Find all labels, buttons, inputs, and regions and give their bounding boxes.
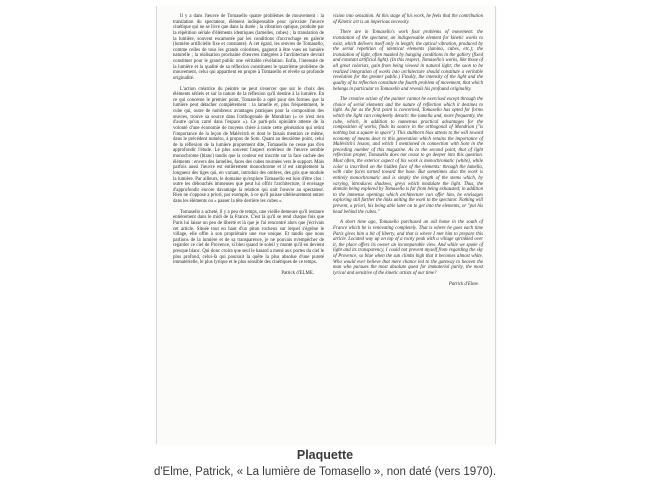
caption-title: Plaquette [296,448,354,462]
english-paragraph: vision into sensation. At this stage of his work, he feels that the contribution of Kinetic art is an imperious necessity. [333,14,483,25]
english-paragraph: A short time ago, Tomasello purchased an old home in the south of France which he is renovating completely. That is where he goes each time Paris gives him a bit of liberty, and that is where I met him to prepare this article. Located way up on top of a rocky peak with a village sprinkled over it, the place offers its owner an incomparable view. And while we spoke of light and its transparency, I could not prevent myself from regarding the sky of Provence, so blue when the sun climbs high that it becomes almost white. Who would ever believe that mere chance led to the gateway to heaven the man who pursues the most absolute quest for immaterial purity, the most lyrical and sensitive of the kinetic artists of our time? [333,220,483,276]
english-paragraph: The creative action of the painter cannot be exercised except through the choice of serial elements and the nature of reflection which it destines to light. As far as the first point is concerned, Tomasello has opted for forms which the light can completely detach: the lamella and, more frequently, the cube, which, in addition to numerous practical advantages for the composition of works, finds its source in the orthogonal of Mondrian ("is nothing but a square in space"). This stubborn bias attests to the will toward economy of means dear to this generation which retains the importance of Malévitch's lesson, and which I mentioned in connection with Soto in the preceding number of this magazine. As to the second point, that of light reflection proper, Tomasello does not cease to go deeper into this question. Most often, the exterior aspect of his work is monochromatic (white), while color is inscribed on the hidden face of the elements: through the lamella, with cube faces turned toward the base. But sometimes also the work is entirely monochromatic and is simply the length of the stems which, by varying, introduces shadows, greys which modulate the light. Thus, the domain being explored by Tomasello is far from being exhausted; in addition to the immense openings which architecture can offer him, he envisages exploring still further the links uniting the work to the spectator. Nothing will prevent, a priori, his being able later on to get into the elements, or "put his head behind the cubes." [333,97,483,215]
scanned-booklet-page [156,6,496,444]
french-text-column [173,14,324,282]
english-signature: Patrick d'Elme. [448,281,479,287]
english-paragraph: There are in Tomasello's work four problems of movement: the translation of the spectator, an indispensable element for kinetic works to exist, which delivers itself only in length; the optical vibration, produced by the serial repetition of identical elements (lamina, cubes, etc.); the translation of light, often masked by hanging conditions in the gallery (fixed and constant artificial light). (In this respect, Tomasello's works, like those of all great colorists, gain from being viewed in natural light; the soon to be realized integration of works into architecture should constitute a veritable revelation for the greater public.) Finally, the intensity of the light and the quality of its reflection constitute the fourth problem of movement, that which belongs in particular to Tomasello and reveals his profound originality. [333,30,483,92]
french-signature: Patrick d'ELME. [281,270,314,276]
french-paragraph: L'action créatrice du peintre ne peut s'exercer que sur le choix des éléments sériels et sur la nature de la réflexion qu'il destine à la lumière. En ce qui concerne le premier point, Tomasello a opté pour des formes que la lumière peut détacher complètement : la lamelle et, plus fréquemment, le cube qui, outre de nombreux avantages pratiques pour la composition des œuvres, trouve sa source dans l'orthogonale de Mondrian (« ce n'est rien d'autre qu'un carré dans l'espace »). Ce parti-pris opiniâtre atteste de la volonté d'une économie de moyens chère à toute cette génération qui retint l'importance de la leçon de Malévitch et dont le faisais mention ce même, dans le précédent numéro, à propos de Soto. Quant au deuxième point, celui de la réflexion de la lumière proprement dite, Tomasello ne cesse pas d'en approfondir l'étude. Le plus souvent l'aspect extérieur de l'œuvre semble monochrome (blanc) tandis que la couleur est inscrite sur la face cachée des éléments : envers des lamelles, faces des cubes tournées vers le support. Mais parfois aussi l'œuvre est entièrement monochrome et il est simplement la longueur des tiges qui, en variant, introduit des ombres, des gris que module la lumière. Par ailleurs, le domaine qu'explore Tomasello est loin d'être clos : outre les débouchés immenses que peut lui offrir l'architecture, il envisage d'approfondir encore davantage la relation qui unit l'œuvre au spectateur. Rien ne s'oppose a priori, par exemple, à ce qu'il puisse ultérieurement entrer dans les éléments ou « passer la tête derrière les cubes ». [173,86,324,204]
french-paragraph: Il y a dans l'œuvre de Tomasello quatre problèmes de mouvement : la translation du spectateur, élément indispensable pour qu'existe l'œuvre cinétique qui ne se livre que dans la durée ; la vibration optique, produite par la répétition sériale d'éléments identiques (lamelles, cubes) ; la translation de la lumière, souvent escamotée par les conditions d'accrochage en galerie (lumière artificielle fixe et constante). A cet égard, les œuvres de Tomasello, comme celles de tous les grands coloristes, gagnent à être vues en lumière naturelle ; la réalisation prochaine d'œuvres intégrées à l'architecture devrait constituer pour le grand public une véritable révélation. Enfin, l'intensité de la lumière et la qualité de sa réflexion constituent le quatrième problème de mouvement, celui qui appartient en propre à Tomasello et révèle sa profonde originalité. [173,14,324,81]
french-paragraph: Tomasello a acheté, il y a peu de temps, une vieille demeure qu'il restaure entièrement dans le midi de la France. C'est là qu'il se rend chaque fois que Paris lui laisse un peu de liberté et là que je l'ai rencontré alors que j'écrivais cet article. Située tout en haut d'un piton rocheux sur lequel s'égrène le village, elle offre à son propriétaire une vue unique. Et tandis que nous parlions de la lumière et de sa transparence, je ne pouvais m'empêcher de regarder ce ciel de Provence, si bleu quand le soleil y monte qu'il en devient presque blanc. Qui donc croira que seul le hasard a mené aux portes du ciel le plus profond, celui-là qui poursuit la quête la plus absolue d'une pureté immatérielle, le plus lyrique et le plus sensible des cinétiques de ce temps. [173,209,324,266]
english-text-column [333,14,483,292]
caption-subtitle: d'Elme, Patrick, « La lumière de Tomasello », non daté (vers 1970). [153,466,497,478]
